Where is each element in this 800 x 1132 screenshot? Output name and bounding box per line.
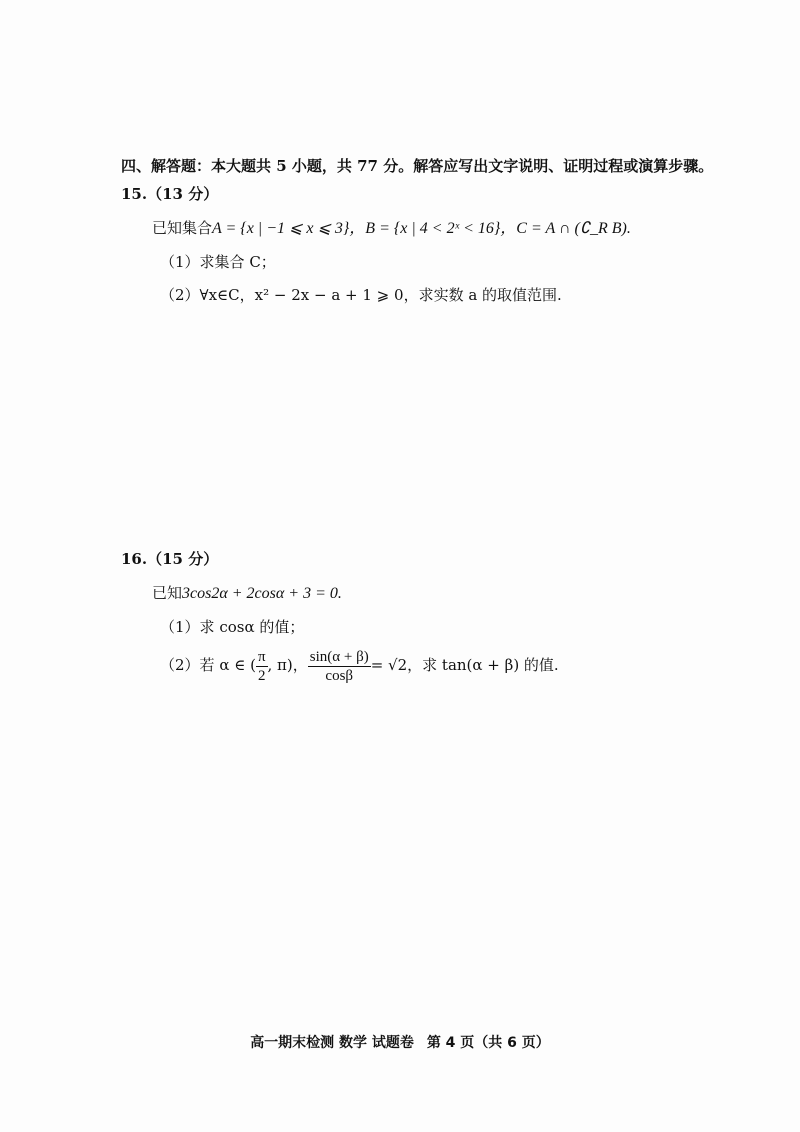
problem-15-part-2 (160, 285, 562, 305)
problem-15-number: 15. (121, 185, 148, 203)
problem-16-stem-prefix: 已知 (152, 584, 183, 602)
problem-15-stem-math: A = {x | −1 ⩽ x ⩽ 3}，B = {x | 4 < 2ˣ < 16}，C = A ∩ (∁_R B). (212, 220, 631, 237)
part-text: ∀x∈C，x² − 2x − a + 1 ⩾ 0，求实数 a 的取值范围. (199, 286, 562, 304)
footer-title: 高一期末检测 数学 试题卷 (250, 1035, 414, 1051)
problem-15-stem (152, 218, 631, 239)
problem-16-stem-math: 3cos2α + 2cosα + 3 = 0. (182, 585, 342, 602)
problem-15-points: （13 分） (147, 185, 219, 203)
problem-16-part-1 (160, 617, 304, 637)
fraction-numerator: sin(α + β) (309, 648, 369, 665)
problem-16-number: 16. (121, 550, 148, 568)
fraction-denominator: 2 (257, 667, 266, 684)
part-label: （2） (160, 656, 200, 674)
fraction-pi-over-2 (256, 648, 268, 685)
fraction-sin-over-cos (308, 648, 371, 685)
part-text: 求集合 C； (199, 253, 276, 271)
part-label: （2） (160, 286, 200, 304)
fraction-denominator: cosβ (325, 667, 354, 684)
part-mid: , π)， (267, 656, 308, 674)
page-footer (0, 1032, 800, 1052)
problem-16-header (121, 549, 218, 569)
problem-15-stem-prefix: 已知集合 (152, 219, 213, 237)
part-label: （1） (160, 618, 200, 636)
part-label: （1） (160, 253, 200, 271)
part-suffix: = √2，求 tan(α + β) 的值. (370, 656, 559, 674)
part-text: 求 cosα 的值； (199, 618, 305, 636)
part-prefix: 若 α ∈ ( (199, 656, 256, 674)
problem-16-part-2 (160, 645, 559, 685)
problem-15-header (121, 184, 218, 204)
problem-16-points: （15 分） (147, 550, 219, 568)
fraction-numerator: π (257, 648, 266, 665)
section-heading: 四、解答题：本大题共 5 小题，共 77 分。解答应写出文字说明、证明过程或演算步骤。 (121, 157, 714, 175)
footer-page-number: 第 4 页（共 6 页） (426, 1035, 550, 1051)
problem-15-part-1 (160, 252, 276, 272)
problem-16-stem (152, 583, 342, 604)
